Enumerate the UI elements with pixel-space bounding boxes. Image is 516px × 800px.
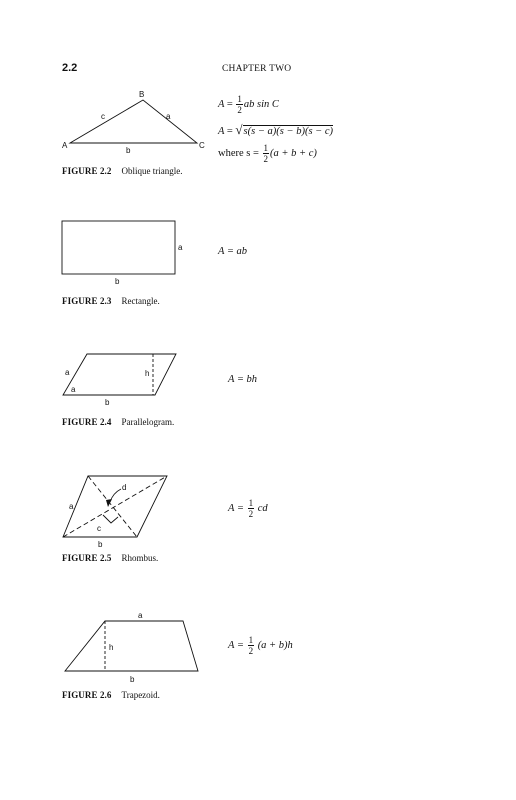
side-b-label: b	[115, 277, 120, 286]
figure-2-3-caption: FIGURE 2.3 Rectangle.	[62, 296, 160, 306]
fraction-one-half: $\frac{1}{2}$	[248, 635, 254, 656]
figure-2-2-caption: FIGURE 2.2 Oblique triangle.	[62, 166, 183, 176]
side-a-label: a	[65, 368, 70, 377]
rectangle-area-formula: A = ab	[218, 246, 248, 257]
triangle-semiperimeter-formula: where s = $\frac{1}{2}$ (a + b + c)	[218, 143, 317, 164]
chapter-heading: CHAPTER TWO	[222, 64, 292, 74]
arrow-head-icon	[106, 499, 112, 507]
rectangle-shape	[62, 221, 175, 274]
side-a-label: a	[166, 112, 171, 121]
height-label: h	[145, 369, 150, 378]
fraction-one-half: $\frac{1}{2}$	[237, 94, 242, 115]
figure-2-5-caption: FIGURE 2.5 Rhombus.	[62, 553, 159, 563]
rhombus-area-formula: A = $\frac{1}{2}$ cd	[228, 498, 268, 519]
diag-d-label: d	[122, 483, 127, 492]
trapezoid-area-formula: A = $\frac{1}{2}$ (a + b)h	[228, 635, 293, 656]
parallelogram-area-formula: A = bh	[228, 374, 258, 385]
parallelogram-figure	[0, 340, 516, 420]
side-c-label: c	[101, 112, 105, 121]
fraction-one-half: $\frac{1}{2}$	[248, 498, 254, 519]
rectangle-figure	[0, 200, 516, 300]
figure-2-6-caption: FIGURE 2.6 Trapezoid.	[62, 690, 160, 700]
top-a-label: a	[138, 611, 143, 620]
diag-d-pointer	[110, 489, 121, 502]
parallelogram-shape	[63, 354, 176, 395]
triangle-shape	[70, 100, 197, 143]
vertex-c-label: C	[199, 141, 205, 150]
bottom-b-label: b	[130, 675, 135, 684]
fraction-one-half: $\frac{1}{2}$	[263, 143, 269, 164]
diagonal-long-dashed	[63, 476, 167, 537]
side-a-label: a	[178, 243, 183, 252]
side-b-label: b	[105, 398, 110, 407]
vertex-b-label: B	[139, 90, 145, 99]
page-number: 2.2	[62, 62, 78, 74]
right-angle-marker	[103, 515, 118, 523]
diag-c-label: c	[97, 524, 101, 533]
triangle-area-formula-1: A = $\frac{1}{2}$ ab sin C	[218, 94, 279, 115]
square-root-icon: √	[235, 122, 243, 137]
side-a-label: a	[69, 502, 74, 511]
height-label: h	[109, 643, 114, 652]
figure-2-4-caption: FIGURE 2.4 Parallelogram.	[62, 417, 175, 427]
vertex-a-label: A	[62, 141, 68, 150]
triangle-area-formula-2: A = √s(s − a)(s − b)(s − c)	[218, 122, 334, 137]
angle-label: a	[71, 385, 76, 394]
side-b-label: b	[98, 540, 103, 549]
diagonal-short-dashed	[88, 476, 137, 537]
side-b-label: b	[126, 146, 131, 155]
trapezoid-shape	[65, 621, 198, 671]
